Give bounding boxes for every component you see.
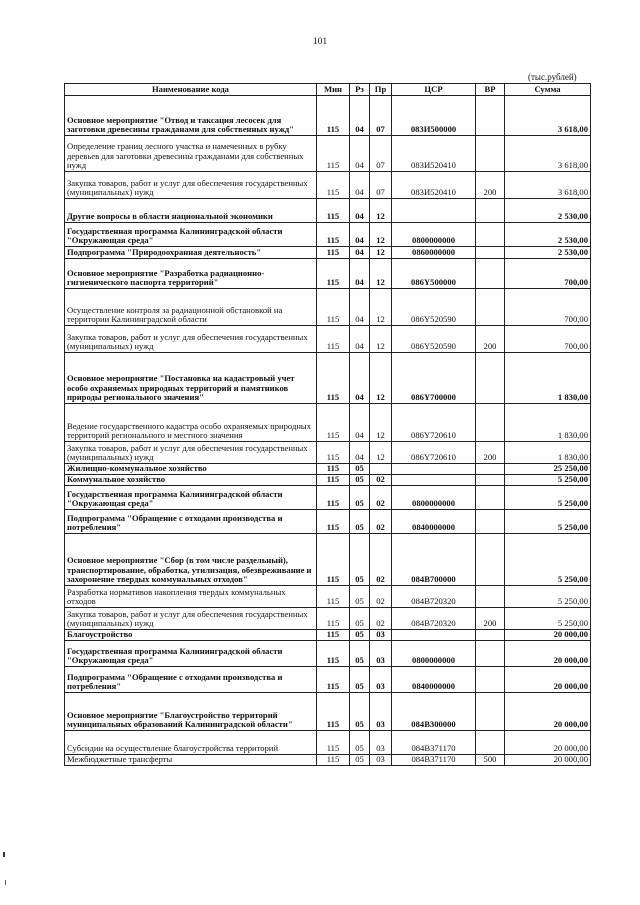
table-row [65, 667, 591, 693]
cell-name: Закупка товаров, работ и услуг для обеспечения государственных (муниципальных) нужд [65, 326, 317, 353]
cell-sum: 2 530,00 [505, 199, 591, 223]
cell-min: 115 [317, 586, 350, 608]
cell-sum: 700,00 [505, 326, 591, 353]
header-sum: Сумма [505, 84, 591, 96]
cell-pr: 12 [370, 326, 392, 353]
cell-min: 115 [317, 667, 350, 693]
cell-rz: 05 [350, 475, 370, 486]
cell-rz: 05 [350, 667, 370, 693]
cell-pr: 02 [370, 475, 392, 486]
cell-name: Определение границ лесного участка и намеченных в рубку деревьев для заготовки древесины гражданами для собственных нужд [65, 136, 317, 172]
cell-name: Подпрограмма "Обращение с отходами производства и потребления" [65, 510, 317, 534]
cell-min: 115 [317, 693, 350, 731]
cell-rz: 05 [350, 630, 370, 641]
table-row [65, 136, 591, 172]
cell-vr [476, 510, 505, 534]
cell-min: 115 [317, 442, 350, 464]
cell-name: Государственная программа Калининградской области "Окружающая среда" [65, 641, 317, 667]
table-row [65, 442, 591, 464]
cell-csr [392, 464, 476, 475]
cell-vr [476, 247, 505, 259]
table-row [65, 630, 591, 641]
cell-csr: 086Y500000 [392, 259, 476, 289]
cell-vr [476, 630, 505, 641]
cell-csr [392, 199, 476, 223]
table-row [65, 641, 591, 667]
cell-min: 115 [317, 641, 350, 667]
cell-pr: 12 [370, 289, 392, 326]
cell-pr: 12 [370, 223, 392, 247]
cell-name: Жилищно-коммунальное хозяйство [65, 464, 317, 475]
table-row [65, 326, 591, 353]
cell-csr: 086Y700000 [392, 353, 476, 404]
cell-csr: 084В700000 [392, 534, 476, 586]
cell-sum: 5 250,00 [505, 586, 591, 608]
cell-sum: 20 000,00 [505, 667, 591, 693]
cell-min: 115 [317, 259, 350, 289]
cell-min: 115 [317, 136, 350, 172]
cell-sum: 700,00 [505, 259, 591, 289]
table-row [65, 731, 591, 755]
cell-min: 115 [317, 353, 350, 404]
cell-name: Основное мероприятие "Благоустройство территорий муниципальных образований Калининградской области" [65, 693, 317, 731]
cell-name: Закупка товаров, работ и услуг для обеспечения государственных (муниципальных) нужд [65, 172, 317, 199]
cell-rz: 05 [350, 608, 370, 630]
cell-rz: 05 [350, 534, 370, 586]
cell-min: 115 [317, 172, 350, 199]
cell-vr [476, 641, 505, 667]
cell-csr: 086Y720610 [392, 442, 476, 464]
table-row [65, 755, 591, 766]
cell-name: Закупка товаров, работ и услуг для обеспечения государственных (муниципальных) нужд [65, 608, 317, 630]
cell-rz: 05 [350, 464, 370, 475]
header-csr: ЦСР [392, 84, 476, 96]
cell-name: Основное мероприятие "Сбор (в том числе раздельный), транспортирование, обработка, утилизация, обезвреживание и захоронение твердых коммунальных отходов" [65, 534, 317, 586]
cell-name: Ведение государственного кадастра особо охраняемых природных территорий регионального и местного значения [65, 404, 317, 442]
cell-rz: 05 [350, 486, 370, 510]
cell-min: 115 [317, 326, 350, 353]
cell-vr [476, 693, 505, 731]
table-row [65, 608, 591, 630]
cell-pr: 02 [370, 510, 392, 534]
cell-rz: 04 [350, 289, 370, 326]
cell-vr: 200 [476, 326, 505, 353]
cell-min: 115 [317, 475, 350, 486]
cell-pr: 02 [370, 534, 392, 586]
cell-csr: 0840000000 [392, 510, 476, 534]
cell-name: Основное мероприятие "Отвод и таксация лесосек для заготовки древесины гражданами для собственных нужд" [65, 96, 317, 136]
table-row [65, 534, 591, 586]
cell-csr: 084В720320 [392, 608, 476, 630]
cell-pr: 02 [370, 608, 392, 630]
table-row [65, 289, 591, 326]
header-min: Мин [317, 84, 350, 96]
cell-min: 115 [317, 199, 350, 223]
cell-name: Государственная программа Калининградской области "Окружающая среда" [65, 486, 317, 510]
cell-csr [392, 630, 476, 641]
cell-vr: 200 [476, 608, 505, 630]
table-row [65, 96, 591, 136]
cell-vr [476, 259, 505, 289]
cell-csr: 0860000000 [392, 247, 476, 259]
cell-sum: 25 250,00 [505, 464, 591, 475]
cell-vr [476, 586, 505, 608]
table-row [65, 404, 591, 442]
cell-pr: 03 [370, 731, 392, 755]
cell-name: Основное мероприятие "Разработка радиационно-гигиенического паспорта территорий" [65, 259, 317, 289]
cell-vr [476, 534, 505, 586]
table-row [65, 223, 591, 247]
cell-sum: 5 250,00 [505, 608, 591, 630]
cell-rz: 04 [350, 353, 370, 404]
budget-table [64, 83, 591, 766]
cell-sum: 5 250,00 [505, 475, 591, 486]
cell-pr: 03 [370, 630, 392, 641]
cell-vr [476, 199, 505, 223]
cell-vr [476, 289, 505, 326]
cell-name: Подпрограмма "Природоохранная деятельность" [65, 247, 317, 259]
cell-sum: 2 530,00 [505, 247, 591, 259]
cell-name: Основное мероприятие "Постановка на кадастровый учет особо охраняемых природных территорий и памятников природы регионального значения" [65, 353, 317, 404]
cell-csr: 0840000000 [392, 667, 476, 693]
cell-sum: 20 000,00 [505, 755, 591, 766]
table-row [65, 486, 591, 510]
cell-pr: 12 [370, 259, 392, 289]
cell-rz: 04 [350, 404, 370, 442]
cell-rz: 04 [350, 172, 370, 199]
cell-min: 115 [317, 608, 350, 630]
cell-vr [476, 667, 505, 693]
cell-pr: 03 [370, 755, 392, 766]
cell-rz: 04 [350, 136, 370, 172]
cell-min: 115 [317, 289, 350, 326]
cell-name: Закупка товаров, работ и услуг для обеспечения государственных (муниципальных) нужд [65, 442, 317, 464]
cell-pr: 02 [370, 586, 392, 608]
table-header-row [65, 84, 591, 96]
cell-name: Межбюджетные трансферты [65, 755, 317, 766]
cell-rz: 05 [350, 731, 370, 755]
cell-min: 115 [317, 630, 350, 641]
cell-rz: 04 [350, 259, 370, 289]
cell-pr: 12 [370, 404, 392, 442]
cell-vr [476, 136, 505, 172]
cell-sum: 3 618,00 [505, 172, 591, 199]
cell-name: Другие вопросы в области национальной экономики [65, 199, 317, 223]
cell-vr [476, 731, 505, 755]
cell-sum: 3 618,00 [505, 136, 591, 172]
table-row [65, 475, 591, 486]
units-label: (тыс.рублей) [528, 72, 577, 82]
cell-name: Коммунальное хозяйство [65, 475, 317, 486]
cell-csr: 086Y520590 [392, 326, 476, 353]
table-row [65, 172, 591, 199]
cell-pr: 07 [370, 172, 392, 199]
cell-rz: 04 [350, 326, 370, 353]
cell-sum: 5 250,00 [505, 510, 591, 534]
cell-sum: 1 830,00 [505, 442, 591, 464]
table-row [65, 353, 591, 404]
cell-pr: 12 [370, 199, 392, 223]
cell-name: Подпрограмма "Обращение с отходами производства и потребления" [65, 667, 317, 693]
cell-pr: 12 [370, 353, 392, 404]
cell-pr: 12 [370, 442, 392, 464]
cell-min: 115 [317, 464, 350, 475]
cell-min: 115 [317, 223, 350, 247]
cell-csr: 086Y720610 [392, 404, 476, 442]
cell-csr: 084В720320 [392, 586, 476, 608]
page-number: 101 [312, 37, 328, 47]
cell-name: Государственная программа Калининградской области "Окружающая среда" [65, 223, 317, 247]
cell-sum: 5 250,00 [505, 486, 591, 510]
table-row [65, 586, 591, 608]
cell-csr: 083И520410 [392, 172, 476, 199]
margin-mark [3, 852, 5, 857]
cell-rz: 04 [350, 247, 370, 259]
cell-csr [392, 475, 476, 486]
cell-min: 115 [317, 486, 350, 510]
cell-min: 115 [317, 534, 350, 586]
header-pr: Пр [370, 84, 392, 96]
cell-rz: 04 [350, 199, 370, 223]
table-row [65, 259, 591, 289]
cell-pr [370, 464, 392, 475]
cell-csr: 0800000000 [392, 223, 476, 247]
table-row [65, 247, 591, 259]
cell-rz: 05 [350, 641, 370, 667]
cell-rz: 04 [350, 223, 370, 247]
table-row [65, 199, 591, 223]
cell-name: Разработка нормативов накопления твердых коммунальных отходов [65, 586, 317, 608]
cell-pr: 02 [370, 486, 392, 510]
cell-sum: 3 618,00 [505, 96, 591, 136]
header-rz: Рз [350, 84, 370, 96]
cell-min: 115 [317, 755, 350, 766]
cell-sum: 2 530,00 [505, 223, 591, 247]
cell-vr [476, 475, 505, 486]
cell-sum: 5 250,00 [505, 534, 591, 586]
cell-csr: 0800000000 [392, 641, 476, 667]
cell-vr [476, 464, 505, 475]
cell-name: Субсидии на осуществление благоустройства территорий [65, 731, 317, 755]
cell-sum: 700,00 [505, 289, 591, 326]
cell-rz: 05 [350, 510, 370, 534]
table-row [65, 510, 591, 534]
cell-rz: 05 [350, 693, 370, 731]
cell-csr: 086Y520590 [392, 289, 476, 326]
cell-rz: 04 [350, 442, 370, 464]
cell-min: 115 [317, 731, 350, 755]
header-vr: ВР [476, 84, 505, 96]
cell-min: 115 [317, 96, 350, 136]
cell-rz: 05 [350, 755, 370, 766]
cell-csr: 084В371170 [392, 731, 476, 755]
cell-pr: 03 [370, 667, 392, 693]
cell-csr: 0800000000 [392, 486, 476, 510]
cell-sum: 20 000,00 [505, 693, 591, 731]
cell-vr: 200 [476, 442, 505, 464]
cell-name: Осуществление контроля за радиационной обстановкой на территории Калининградской области [65, 289, 317, 326]
cell-name: Благоустройство [65, 630, 317, 641]
cell-vr [476, 404, 505, 442]
cell-rz: 04 [350, 96, 370, 136]
cell-pr: 07 [370, 96, 392, 136]
cell-sum: 20 000,00 [505, 641, 591, 667]
cell-vr: 200 [476, 172, 505, 199]
cell-pr: 12 [370, 247, 392, 259]
header-name: Наименование кода [65, 84, 317, 96]
table-row [65, 693, 591, 731]
cell-min: 115 [317, 247, 350, 259]
cell-vr [476, 96, 505, 136]
cell-vr [476, 486, 505, 510]
cell-vr [476, 223, 505, 247]
cell-vr: 500 [476, 755, 505, 766]
cell-rz: 05 [350, 586, 370, 608]
cell-csr: 084В300000 [392, 693, 476, 731]
cell-pr: 07 [370, 136, 392, 172]
cell-pr: 03 [370, 641, 392, 667]
cell-csr: 084В371170 [392, 755, 476, 766]
table-row [65, 464, 591, 475]
margin-mark [5, 880, 6, 885]
cell-vr [476, 353, 505, 404]
cell-pr: 03 [370, 693, 392, 731]
cell-sum: 1 830,00 [505, 404, 591, 442]
cell-sum: 20 000,00 [505, 630, 591, 641]
cell-csr: 083И520410 [392, 136, 476, 172]
cell-min: 115 [317, 404, 350, 442]
cell-csr: 083И500000 [392, 96, 476, 136]
cell-min: 115 [317, 510, 350, 534]
cell-sum: 1 830,00 [505, 353, 591, 404]
cell-sum: 20 000,00 [505, 731, 591, 755]
